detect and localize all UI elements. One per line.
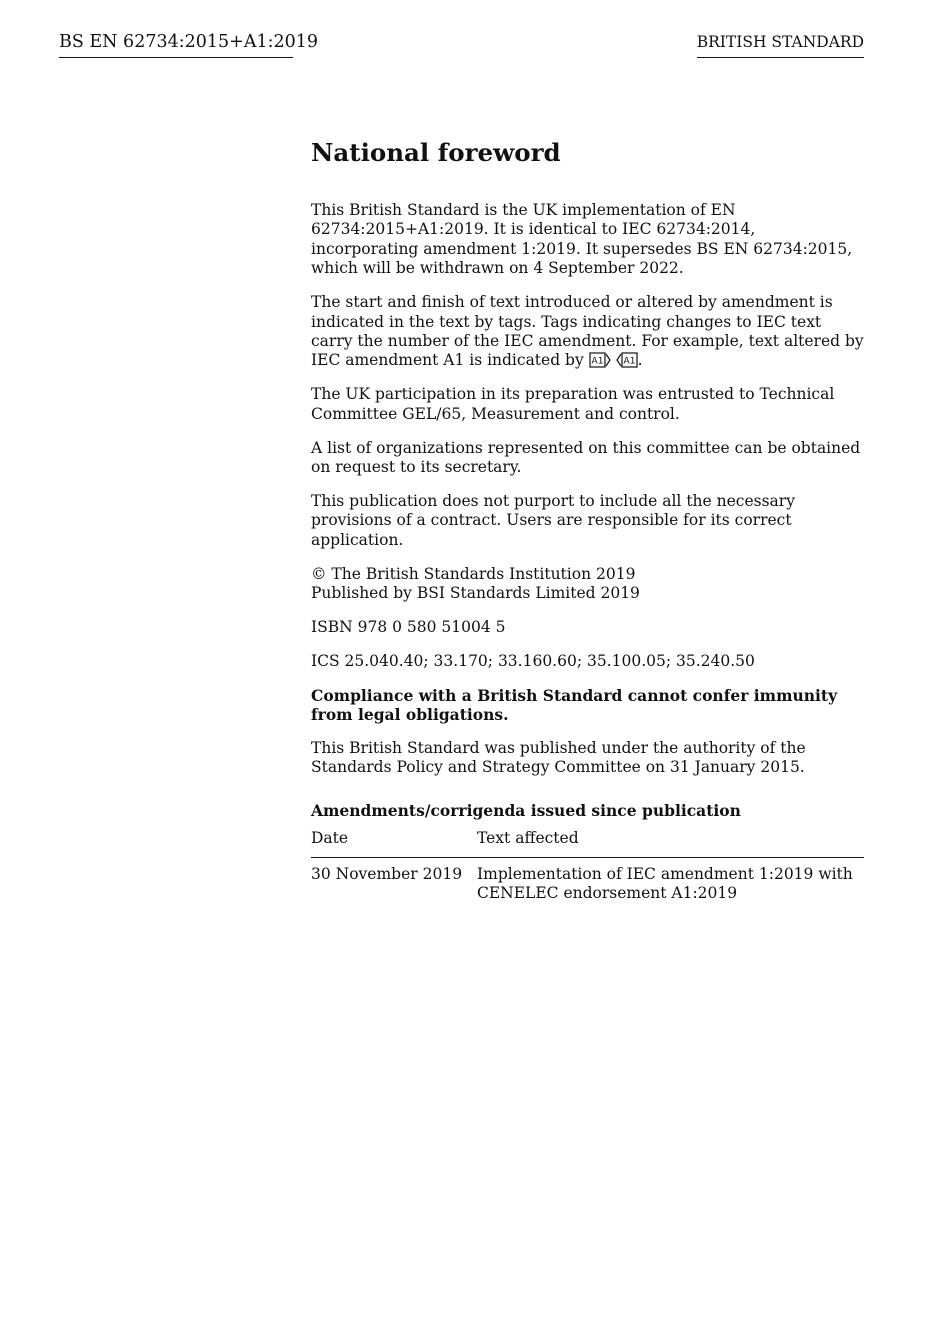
amendment-tags-paragraph [311,293,864,371]
foreword-content [311,138,864,903]
provisions-paragraph: This publication does not purport to include all the necessary provisions of a contract. Users are responsible for its correct application. [311,491,795,549]
standard-series-header: BRITISH STANDARD [697,32,864,58]
amendment-open-tag-icon [589,352,611,368]
svg-text:A1: A1 [623,356,636,367]
column-header-text-affected: Text affected [477,829,864,857]
amendment-close-tag-icon [616,352,638,368]
amendment-text-cell: Implementation of IEC amendment 1:2019 with CENELEC endorsement A1:2019 [477,864,853,903]
publisher-line: Published by BSI Standards Limited 2019 [311,584,640,602]
implementation-paragraph: This British Standard is the UK implementation of EN 62734:2015+A1:2019. It is identical to IEC 62734:2014, incorporating amendment 1:2019. It supersedes BS EN 62734:2015, which will be withdrawn on 4 September 2022. [311,201,853,278]
committee-paragraph: The UK participation in its preparation was entrusted to Technical Committee GEL/65, Measurement and control. [311,385,835,423]
amendment-tags-end: . [637,351,643,370]
page-title: National foreword [311,138,561,167]
amendments-heading: Amendments/corrigenda issued since publication [311,800,741,820]
table-row [311,857,864,903]
document-id-header: BS EN 62734:2015+A1:2019 [59,31,293,58]
amendments-header-row [311,829,864,857]
compliance-statement: Compliance with a British Standard cannot confer immunity from legal obligations. [311,685,838,725]
ics-line: ICS 25.040.40; 33.170; 33.160.60; 35.100.05; 35.240.50 [311,651,755,670]
copyright-block [311,565,864,604]
svg-text:A1: A1 [591,356,604,367]
organizations-paragraph: A list of organizations represented on this committee can be obtained on request to its secretary. [311,438,861,476]
amendment-tags-text: The start and finish of text introduced or altered by amendment is indicated in the text by tags. Tags indicating changes to IEC text carry the number of the IEC amendment. For example, text altered by IEC amendment A1 is indicated by [311,293,864,370]
copyright-line: © The British Standards Institution 2019 [311,564,636,583]
column-header-date: Date [311,829,477,857]
isbn-line: ISBN 978 0 580 51004 5 [311,617,506,636]
authority-paragraph: This British Standard was published under the authority of the Standards Policy and Strategy Committee on 31 January 2015. [311,739,806,777]
amendment-date-cell: 30 November 2019 [311,864,463,883]
amendments-table [311,829,864,903]
